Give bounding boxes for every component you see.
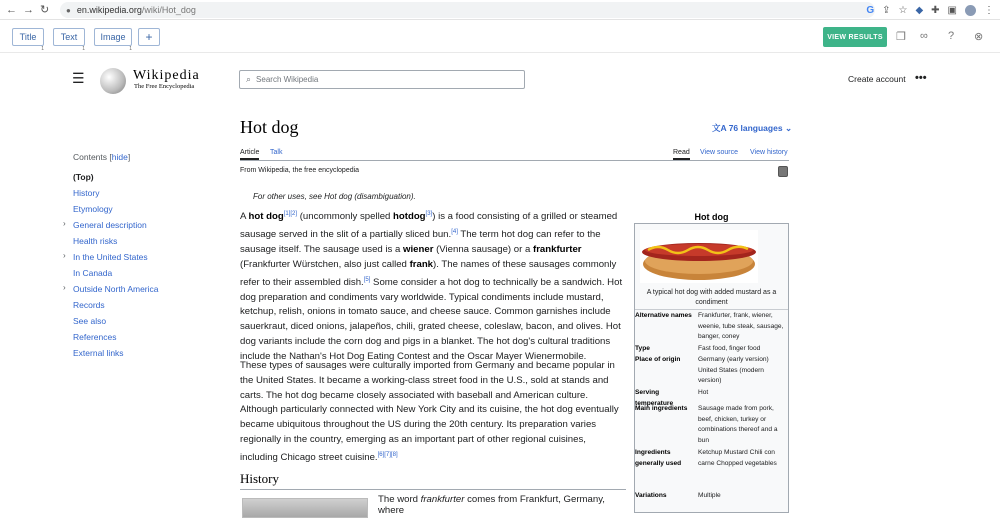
search-input[interactable] (239, 70, 525, 89)
history-image[interactable] (242, 498, 368, 518)
infobox-label: Ingredients generally used (635, 449, 682, 467)
help-icon[interactable]: ? (948, 30, 955, 42)
menu-icon[interactable]: ⋮ (984, 4, 994, 16)
glasses-icon[interactable]: ∞ (920, 30, 928, 42)
infobox-value: Hot (698, 389, 709, 396)
infobox-label: Serving temperature (635, 389, 674, 407)
toc-item-united-states[interactable]: In the United States (73, 252, 148, 262)
more-options-icon[interactable]: ••• (915, 72, 927, 84)
hatnote[interactable]: For other uses, see Hot dog (disambiguation). (253, 192, 416, 201)
extension-area (866, 0, 994, 20)
wiki-header (44, 62, 956, 102)
toc-item-history[interactable]: History (73, 188, 100, 198)
toc-heading: Contents [hide] (73, 152, 131, 162)
section-divider (240, 489, 626, 490)
infobox-divider (635, 309, 788, 310)
search-placeholder: Search Wikipedia (256, 75, 319, 84)
search-icon: ⌕ (246, 74, 252, 84)
puzzle-icon[interactable]: ✚ (931, 4, 940, 16)
annotation-toolbar (0, 20, 1000, 53)
image-tab[interactable] (94, 28, 132, 52)
toc-item-health-risks[interactable]: Health risks (73, 236, 118, 246)
toc-item-see-also[interactable]: See also (73, 316, 107, 326)
toc-item-external-links[interactable]: External links (73, 348, 124, 358)
infobox-caption: A typical hot dog with added mustard as a condiment (646, 289, 777, 306)
image-tab-count: 1 (129, 46, 132, 52)
view-results-button[interactable]: VIEW RESULTS (823, 27, 887, 47)
bookmark-star-icon[interactable]: ☆ (898, 4, 908, 16)
chevron-right-icon[interactable]: › (63, 283, 66, 292)
chevron-right-icon[interactable]: › (63, 219, 66, 228)
infobox-label: Variations (635, 492, 667, 499)
padlock-icon[interactable] (778, 166, 788, 177)
infobox-label: Type (635, 345, 650, 352)
section-heading-history: History (240, 471, 279, 486)
tab-read[interactable]: Read (673, 149, 690, 160)
close-icon[interactable]: ⊗ (974, 31, 984, 43)
infobox-value: Ketchup Mustard Chili con carne Chopped vegetables (698, 449, 777, 467)
title-tab-label: Title (19, 32, 37, 42)
url-path: /wiki/Hot_dog (141, 5, 196, 15)
title-tab[interactable] (12, 28, 44, 52)
extension-icon[interactable]: ◆ (915, 4, 924, 16)
toc-item-canada[interactable]: In Canada (73, 268, 113, 278)
infobox-label: Main ingredients (635, 405, 688, 412)
tab-article[interactable]: Article (240, 149, 259, 160)
wikipedia-globe-logo[interactable] (100, 68, 126, 94)
sidebar-icon[interactable]: ▣ (947, 4, 957, 16)
languages-button[interactable] (712, 122, 792, 134)
infobox-value: Fast food, finger food (698, 345, 761, 352)
share-icon[interactable]: ⇪ (882, 4, 891, 16)
reload-icon[interactable]: ↻ (40, 3, 50, 16)
tabs-divider (240, 160, 789, 161)
toc-item-outside-north-america[interactable]: Outside North America (73, 284, 159, 294)
lock-icon: ● (66, 5, 71, 15)
history-paragraph-start: The word frankfurter comes from Frankfurt, Germany, where (378, 494, 605, 516)
toc-item-etymology[interactable]: Etymology (73, 204, 113, 214)
second-paragraph: These types of sausages were culturally imported from Germany and became popular in the United States. It became a working-class street food in the U.S., sold at stands and carts. The hot dog became closely associated with baseball and American culture. Although particularly connected with New York City and its cuisine, the hot dog eventually became ubiquitous throughout the US during the 20th century. Its preparation varies regionally in the country, emerging as an important part of other regional cuisines, including Chicago street cuisine.[6][7][8] (240, 360, 619, 463)
page-title: Hot dog (240, 117, 299, 137)
profile-icon[interactable] (965, 5, 976, 16)
forward-icon[interactable]: → (23, 3, 34, 16)
chevron-right-icon[interactable]: › (63, 251, 66, 260)
tab-view-source[interactable]: View source (700, 149, 739, 156)
toc-item-general-description[interactable]: General description (73, 220, 147, 230)
wikipedia-page (44, 62, 956, 516)
copy-icon[interactable]: ❐ (896, 31, 906, 43)
image-tab-label: Image (100, 32, 126, 42)
url-bar[interactable] (60, 2, 875, 18)
text-tab-count: 1 (82, 46, 85, 52)
toc-item-records[interactable]: Records (73, 300, 105, 310)
infobox-value: Multiple (698, 492, 721, 499)
create-account-link[interactable]: Create account (848, 74, 906, 84)
toc-item-top[interactable]: (Top) (73, 172, 94, 182)
infobox-label: Alternative names (635, 312, 692, 319)
from-wikipedia: From Wikipedia, the free encyclopedia (240, 167, 360, 174)
infobox-label: Place of origin (635, 356, 681, 363)
wikipedia-wordmark[interactable]: Wikipedia (133, 68, 200, 83)
google-icon[interactable]: G (866, 4, 875, 16)
wikipedia-tagline: The Free Encyclopedia (134, 83, 195, 90)
text-tab[interactable] (53, 28, 85, 52)
intro-paragraph: A hot dog[1][2] (uncommonly spelled hotdog[3]) is a food consisting of a grilled or steamed sausage served in the slit of a partially sliced bun.[4] The term hot dog can refer to the sausage itself. The sausage used is a wiener (Vienna sausage) or a frankfurter (Frankfurter Würstchen, also just called frank). The names of these sausages commonly refer to their assembled dish.[5] Some consider a hot dog to technically be a sandwich. Hot dog preparation and condiments vary worldwide. Typical condiments include mustard, ketchup, relish, onions in tomato sauce, and cheese sauce. Common garnishes include sauerkraut, diced onions, jalapeños, chili, grated cheese, coleslaw, bacon, and olives. Hot dog variants include the corn dog and pigs in a blanket. The hot dog's cultural traditions include the Nathan's Hot Dog Eating Contest and the Oscar Mayer Wienermobile. (240, 211, 623, 362)
toc-hide-link[interactable]: hide (111, 152, 128, 162)
toc-item-references[interactable]: References (73, 332, 117, 342)
chevron-down-icon: ⌄ (784, 123, 793, 133)
browser-bar (0, 0, 1000, 20)
translate-icon: 文A (712, 123, 727, 133)
hot-dog-image[interactable] (640, 230, 758, 283)
infobox-value: Frankfurter, frank, wiener, weenie, tube steak, sausage, banger, coney (698, 312, 784, 341)
infobox-value: Sausage made from pork, beef, chicken, turkey or combinations thereof and a bun (698, 405, 778, 445)
infobox-value: Germany (early version) United States (modern version) (698, 356, 769, 385)
tab-view-history[interactable]: View history (750, 149, 788, 156)
title-tab-count: 1 (41, 46, 44, 52)
tab-talk[interactable]: Talk (270, 149, 283, 156)
infobox-title: Hot dog (694, 212, 729, 222)
back-icon[interactable]: ← (6, 3, 17, 16)
text-tab-label: Text (60, 32, 78, 42)
languages-label: 76 languages (728, 123, 783, 133)
url-domain: en.wikipedia.org (76, 5, 142, 15)
add-tab-button[interactable]: + (138, 28, 160, 46)
toc-heading-label: Contents (73, 152, 108, 162)
hamburger-icon[interactable]: ☰ (72, 70, 85, 86)
